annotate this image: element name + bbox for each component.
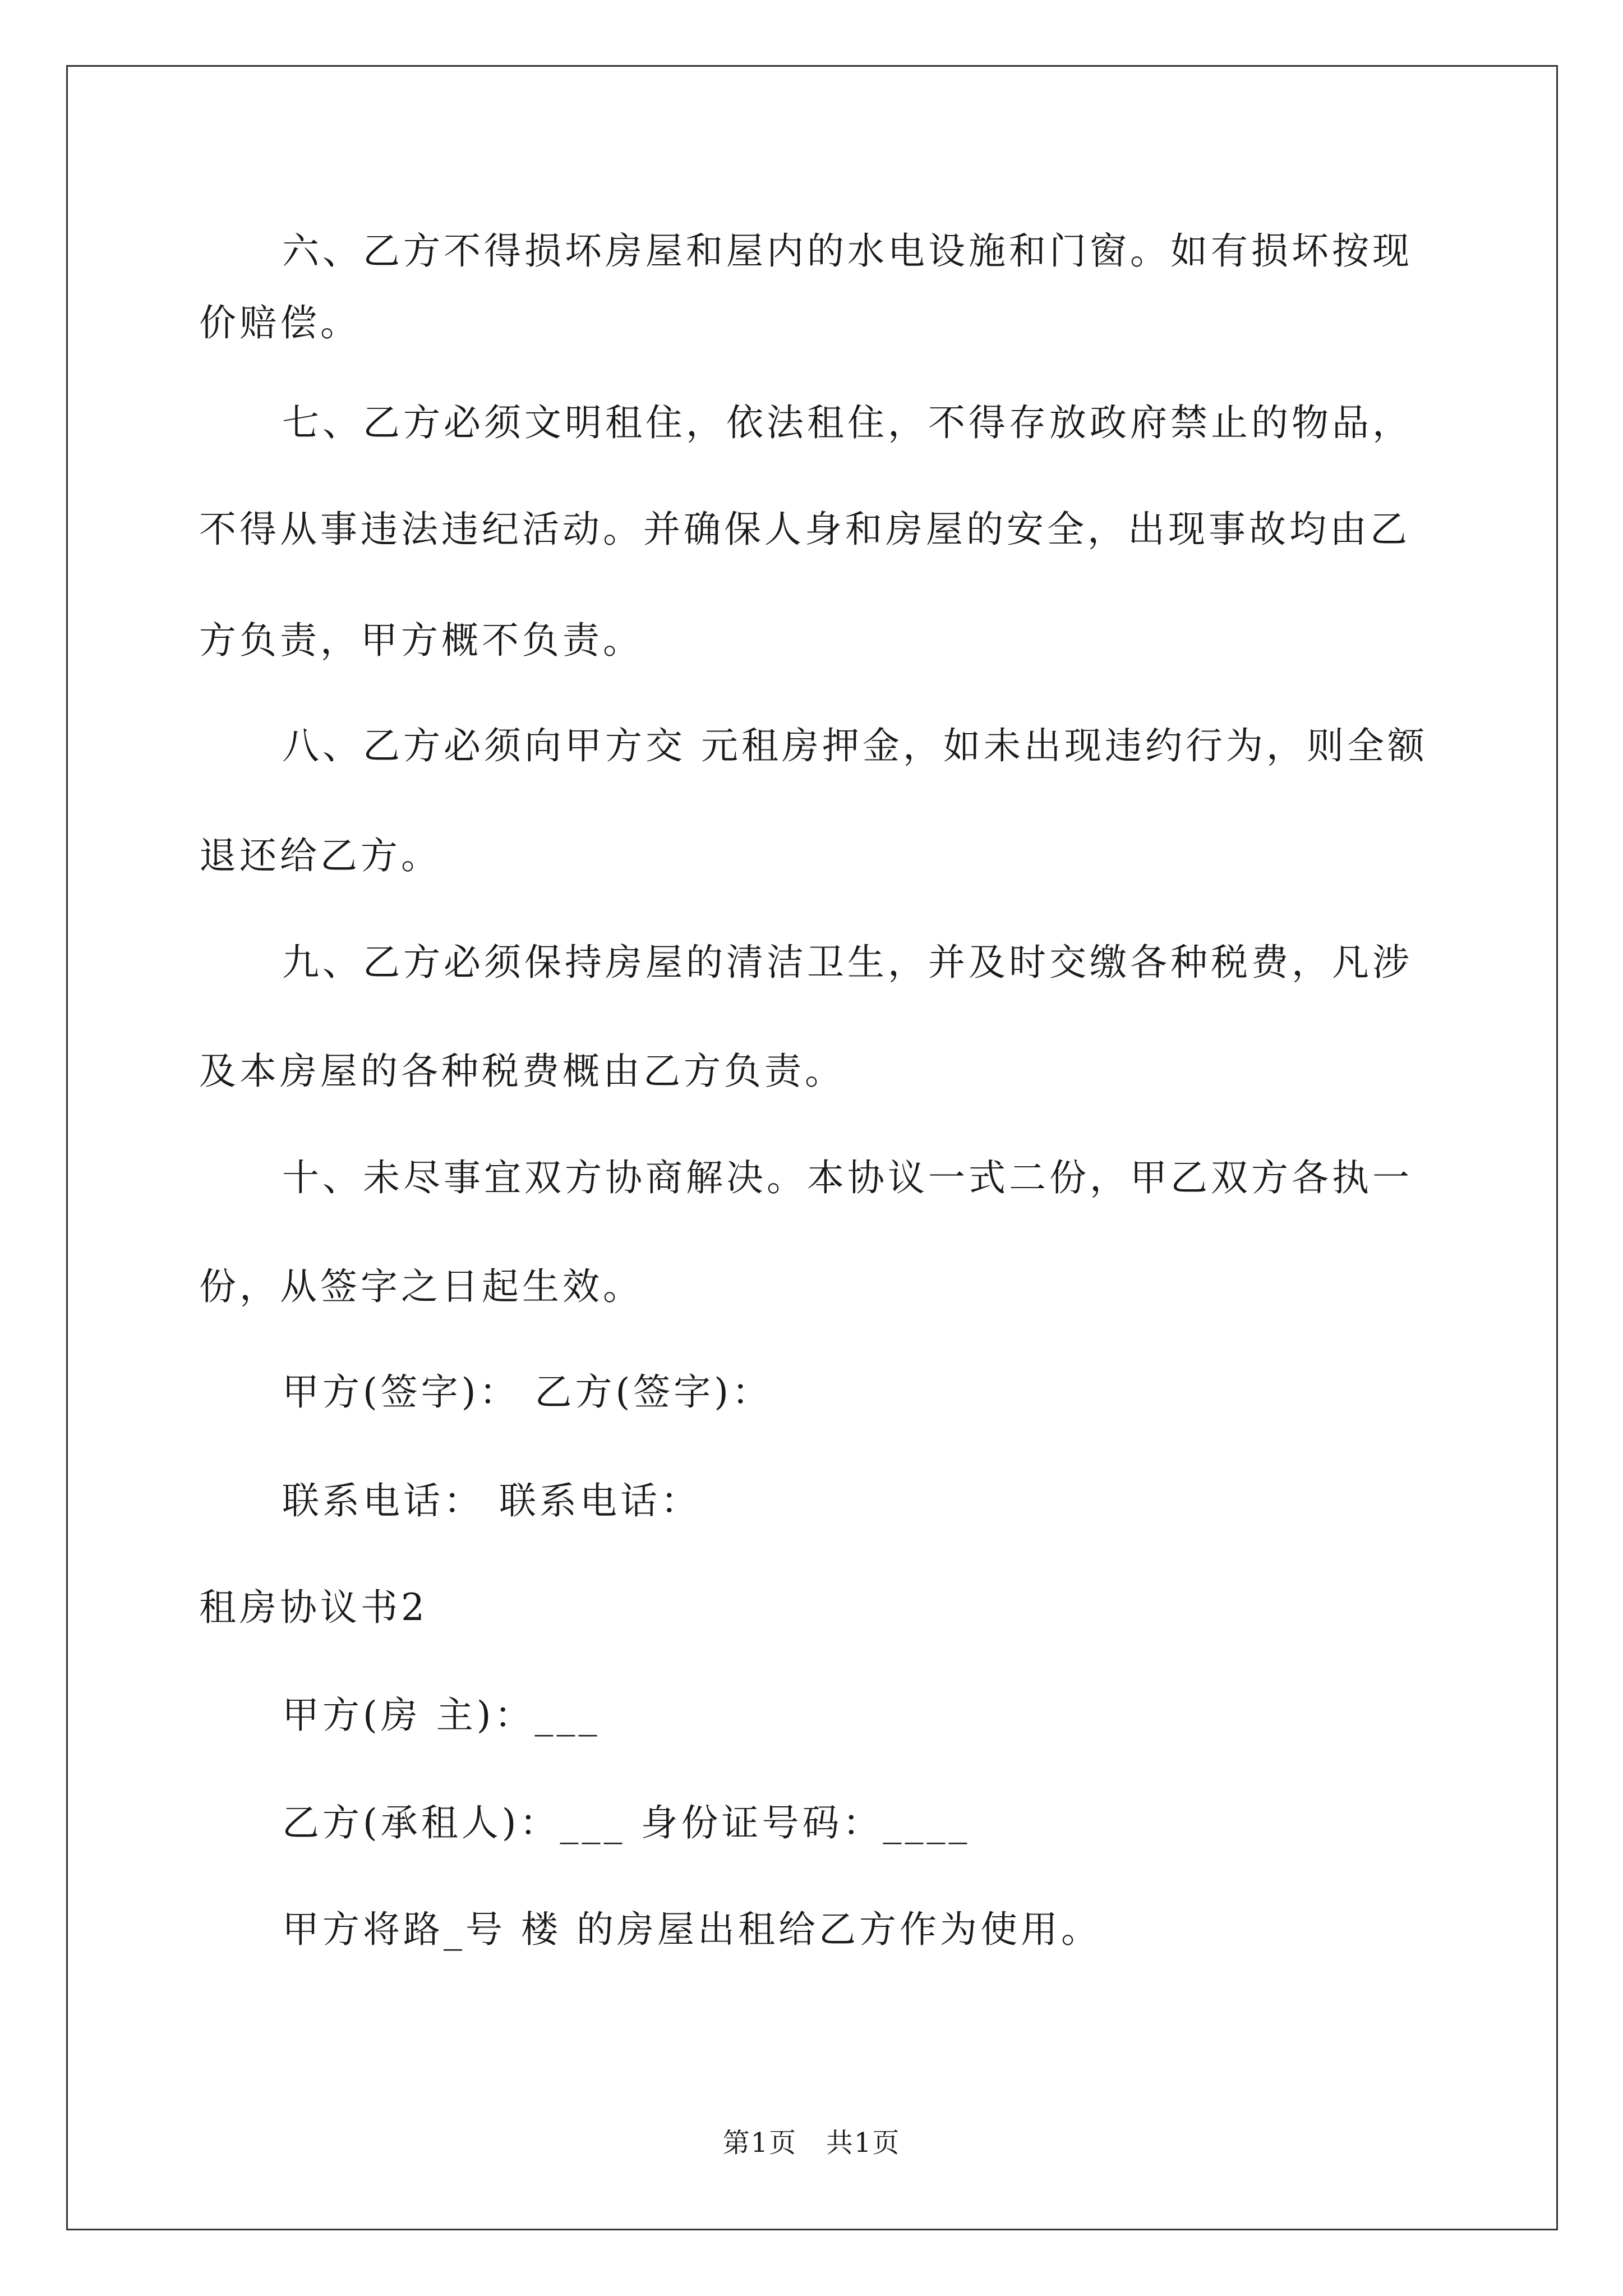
clause-6-line-1: 六、乙方不得损坏房屋和屋内的水电设施和门窗。如有损坏按现 [282,229,1413,273]
clause-8-line-1: 八、乙方必须向甲方交 元租房押金，如未出现违约行为，则全额 [282,724,1428,767]
page-indicator: 第1页 共1页 [722,2127,901,2159]
clause-10-line-1: 十、未尽事宜双方协商解决。本协议一式二份，甲乙双方各执一 [282,1156,1413,1199]
clause-7-line-3: 方负责，甲方概不负责。 [199,619,643,662]
clause-9-line-1: 九、乙方必须保持房屋的清洁卫生，并及时交缴各种税费，凡涉 [282,941,1413,984]
clause-6-line-2: 价赔偿。 [199,301,361,344]
section-title: 租房协议书2 [199,1586,428,1629]
clause-9-line-2: 及本房屋的各种税费概由乙方负责。 [199,1050,845,1093]
clause-8-line-2: 退还给乙方。 [199,834,441,877]
party-b-line: 乙方(承租人)：___ 身份证号码：____ [282,1801,971,1844]
property-line: 甲方将路_号 楼 的房屋出租给乙方作为使用。 [282,1908,1101,1951]
clause-10-line-2: 份，从签字之日起生效。 [199,1265,643,1308]
party-a-line: 甲方(房 主)：___ [282,1694,601,1737]
phone-line: 联系电话： 联系电话： [282,1479,701,1522]
clause-7-line-1: 七、乙方必须文明租住，依法租住，不得存放政府禁止的物品， [282,401,1413,444]
clause-7-line-2: 不得从事违法违纪活动。并确保人身和房屋的安全，出现事故均由乙 [199,508,1410,551]
signature-line: 甲方(签字)： 乙方(签字)： [282,1370,772,1414]
page-border [66,65,1558,2230]
